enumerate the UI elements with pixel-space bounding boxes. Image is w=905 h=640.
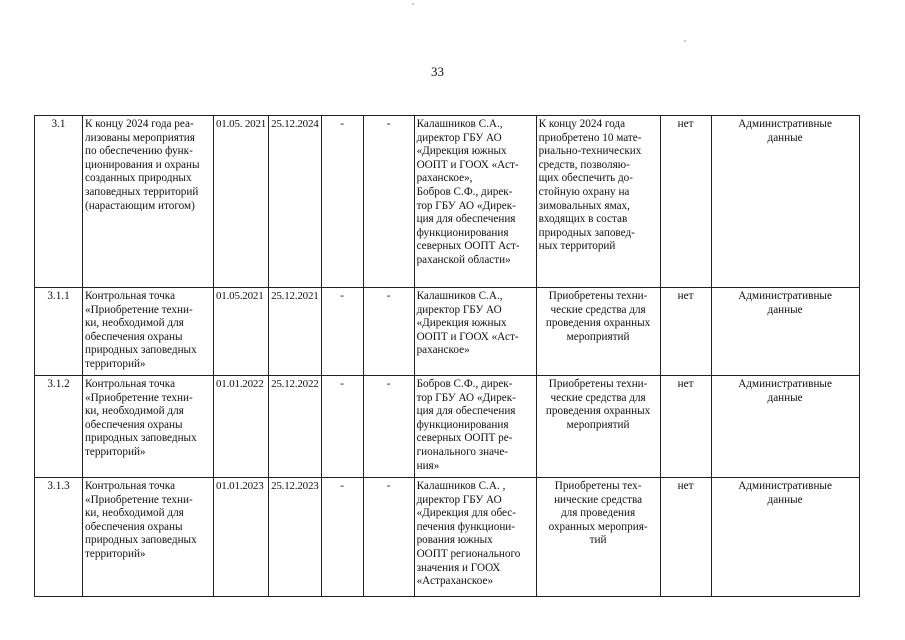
responsible-person-line: Калашников С.А. , — [416, 480, 506, 492]
event-description — [83, 376, 214, 478]
expected-result-line: нические средства — [554, 493, 643, 506]
table-row — [35, 116, 860, 288]
responsible-person-line: раханской области» — [416, 253, 511, 266]
responsible-person — [414, 478, 536, 597]
table-row — [35, 376, 860, 478]
responsible-person-line: ция для обеспечения — [416, 213, 516, 226]
event-description-line: обеспечения охраны — [85, 418, 183, 431]
event-description-line: обеспечения охраны — [85, 520, 183, 533]
end-date: 25.12.2024 — [269, 116, 322, 288]
expected-result-line: охранных мероприя- — [548, 520, 648, 533]
responsible-person-line: директор ГБУ АО — [416, 303, 502, 316]
responsible-person-line: «Дирекция для обес- — [416, 507, 516, 520]
event-description-line: лизованы мероприятия — [85, 131, 195, 144]
expected-result-line: К концу 2024 года — [538, 118, 626, 130]
expected-result-line: мероприятий — [566, 330, 630, 343]
start-date: 01.05.2021 — [214, 288, 269, 376]
responsible-person-line: функционирования — [416, 418, 509, 431]
expected-result-line: природных заповед- — [538, 226, 635, 239]
responsible-person-line: северных ООПТ Аст- — [416, 240, 520, 253]
responsible-person-line: гионального значе- — [416, 445, 509, 458]
data-source — [711, 288, 859, 376]
start-date: 01.01.2022 — [214, 376, 269, 478]
event-description-line: созданных природных — [85, 172, 192, 185]
event-description — [83, 288, 214, 376]
responsible-person-line: раханское» — [416, 344, 470, 357]
event-description-line: природных заповедных — [85, 432, 197, 445]
expected-result-line: мероприятий — [566, 418, 630, 431]
data-source-line: Административные — [738, 290, 832, 302]
data-source — [711, 376, 859, 478]
responsible-person-line: Бобров С.Ф., дирек- — [416, 185, 513, 198]
expected-result-line: стойную охрану на — [538, 185, 630, 198]
page-number: 33 — [431, 64, 444, 79]
responsible-person — [414, 376, 536, 478]
event-description-line: территорий» — [85, 445, 146, 458]
expected-result — [536, 478, 660, 597]
event-description-line: (нарастающим итогом) — [85, 199, 195, 212]
responsible-person-line: Бобров С.Ф., дирек- — [416, 378, 513, 390]
expected-result-line: риально-технических — [538, 145, 642, 158]
expected-result-line: приобретено 10 мате- — [538, 131, 642, 144]
dash-cell: - — [321, 478, 363, 597]
data-source-line: Административные — [738, 118, 832, 130]
responsible-person-line: «Дирекция южных — [416, 145, 507, 158]
event-description-line: «Приобретение техни- — [85, 391, 193, 404]
row-number: 3.1.2 — [35, 376, 83, 478]
dash-cell: - — [363, 376, 414, 478]
expected-result-line: ческие средства для — [550, 391, 646, 404]
table-row — [35, 288, 860, 376]
event-description-line: заповедных территорий — [85, 185, 199, 198]
scan-speck — [412, 3, 414, 5]
expected-result-line: входящих в состав — [538, 213, 628, 226]
expected-result — [536, 288, 660, 376]
dash-cell: - — [363, 116, 414, 288]
end-date: 25.12.2022 — [269, 376, 322, 478]
expected-result-line: ных территорий — [538, 240, 616, 253]
event-description-line: Контрольная точка — [85, 290, 176, 302]
responsible-person-line: ция для обеспечения — [416, 405, 516, 418]
responsible-person-line: «Астраханское» — [416, 575, 494, 588]
event-description-line: по обеспечению функ- — [85, 145, 193, 158]
event-description-line: ки, необходимой для — [85, 507, 184, 520]
row-number: 3.1.1 — [35, 288, 83, 376]
data-source-line: данные — [767, 493, 803, 506]
event-description — [83, 478, 214, 597]
data-source — [711, 478, 859, 597]
data-source — [711, 116, 859, 288]
responsible-person-line: ООПТ и ГООХ «Аст- — [416, 330, 519, 343]
expected-result-line: щих обеспечить до- — [538, 172, 634, 185]
event-description-line: Контрольная точка — [85, 378, 176, 390]
responsible-person-line: значения и ГООХ — [416, 561, 501, 574]
expected-result — [536, 116, 660, 288]
event-description — [83, 116, 214, 288]
data-source-line: Административные — [738, 480, 832, 492]
dash-cell: - — [321, 116, 363, 288]
responsible-person-line: Калашников С.А., — [416, 290, 503, 302]
event-description-line: природных заповедных — [85, 534, 197, 547]
flag-cell: нет — [660, 478, 711, 597]
responsible-person-line: тор ГБУ АО «Дирек- — [416, 199, 516, 212]
responsible-person-line: рования южных — [416, 534, 493, 547]
row-number: 3.1.3 — [35, 478, 83, 597]
responsible-person-line: ООПТ и ГООХ «Аст- — [416, 158, 519, 171]
responsible-person-line: ООПТ регионального — [416, 547, 521, 560]
responsible-person-line: северных ООПТ ре- — [416, 432, 513, 445]
event-description-line: ки, необходимой для — [85, 405, 184, 418]
responsible-person — [414, 116, 536, 288]
end-date: 25.12.2023 — [269, 478, 322, 597]
event-description-line: территорий» — [85, 547, 146, 560]
event-description-line: обеспечения охраны — [85, 330, 183, 343]
dash-cell: - — [321, 288, 363, 376]
responsible-person-line: функционирования — [416, 226, 509, 239]
responsible-person-line: директор ГБУ АО — [416, 493, 502, 506]
event-description-line: «Приобретение техни- — [85, 493, 193, 506]
responsible-person-line: раханское», — [416, 172, 473, 185]
plan-table — [34, 115, 860, 597]
expected-result-line: Приобретены техни- — [548, 378, 648, 390]
scan-speck — [684, 40, 686, 42]
expected-result-line: проведения охранных — [545, 405, 651, 418]
expected-result-line: Приобретены тех- — [554, 480, 642, 492]
dash-cell: - — [363, 478, 414, 597]
event-description-line: территорий» — [85, 357, 146, 370]
flag-cell: нет — [660, 288, 711, 376]
event-description-line: ки, необходимой для — [85, 317, 184, 330]
data-source-line: данные — [767, 303, 803, 316]
responsible-person-line: тор ГБУ АО «Дирек- — [416, 391, 516, 404]
row-number: 3.1 — [35, 116, 83, 288]
data-source-line: данные — [767, 131, 803, 144]
flag-cell: нет — [660, 376, 711, 478]
event-description-line: К концу 2024 года реа- — [85, 118, 194, 130]
event-description-line: Контрольная точка — [85, 480, 176, 492]
expected-result-line: тий — [589, 534, 607, 547]
expected-result-line: Приобретены техни- — [548, 290, 648, 302]
responsible-person — [414, 288, 536, 376]
table-row — [35, 478, 860, 597]
start-date: 01.05. 2021 — [214, 116, 269, 288]
dash-cell: - — [321, 376, 363, 478]
expected-result-line: ческие средства для — [550, 303, 646, 316]
expected-result-line: проведения охранных — [545, 317, 651, 330]
expected-result-line: средств, позволяю- — [538, 158, 630, 171]
data-source-line: данные — [767, 391, 803, 404]
flag-cell: нет — [660, 116, 711, 288]
event-description-line: природных заповедных — [85, 344, 197, 357]
expected-result-line: для проведения — [560, 507, 636, 520]
responsible-person-line: Калашников С.А., — [416, 118, 503, 130]
start-date: 01.01.2023 — [214, 478, 269, 597]
responsible-person-line: ния» — [416, 459, 440, 472]
responsible-person-line: директор ГБУ АО — [416, 131, 502, 144]
event-description-line: ционирования и охраны — [85, 158, 200, 171]
responsible-person-line: печения функциони- — [416, 520, 516, 533]
event-description-line: «Приобретение техни- — [85, 303, 193, 316]
data-source-line: Административные — [738, 378, 832, 390]
dash-cell: - — [363, 288, 414, 376]
expected-result — [536, 376, 660, 478]
responsible-person-line: «Дирекция южных — [416, 317, 507, 330]
end-date: 25.12.2021 — [269, 288, 322, 376]
expected-result-line: зимовальных ямах, — [538, 199, 630, 212]
